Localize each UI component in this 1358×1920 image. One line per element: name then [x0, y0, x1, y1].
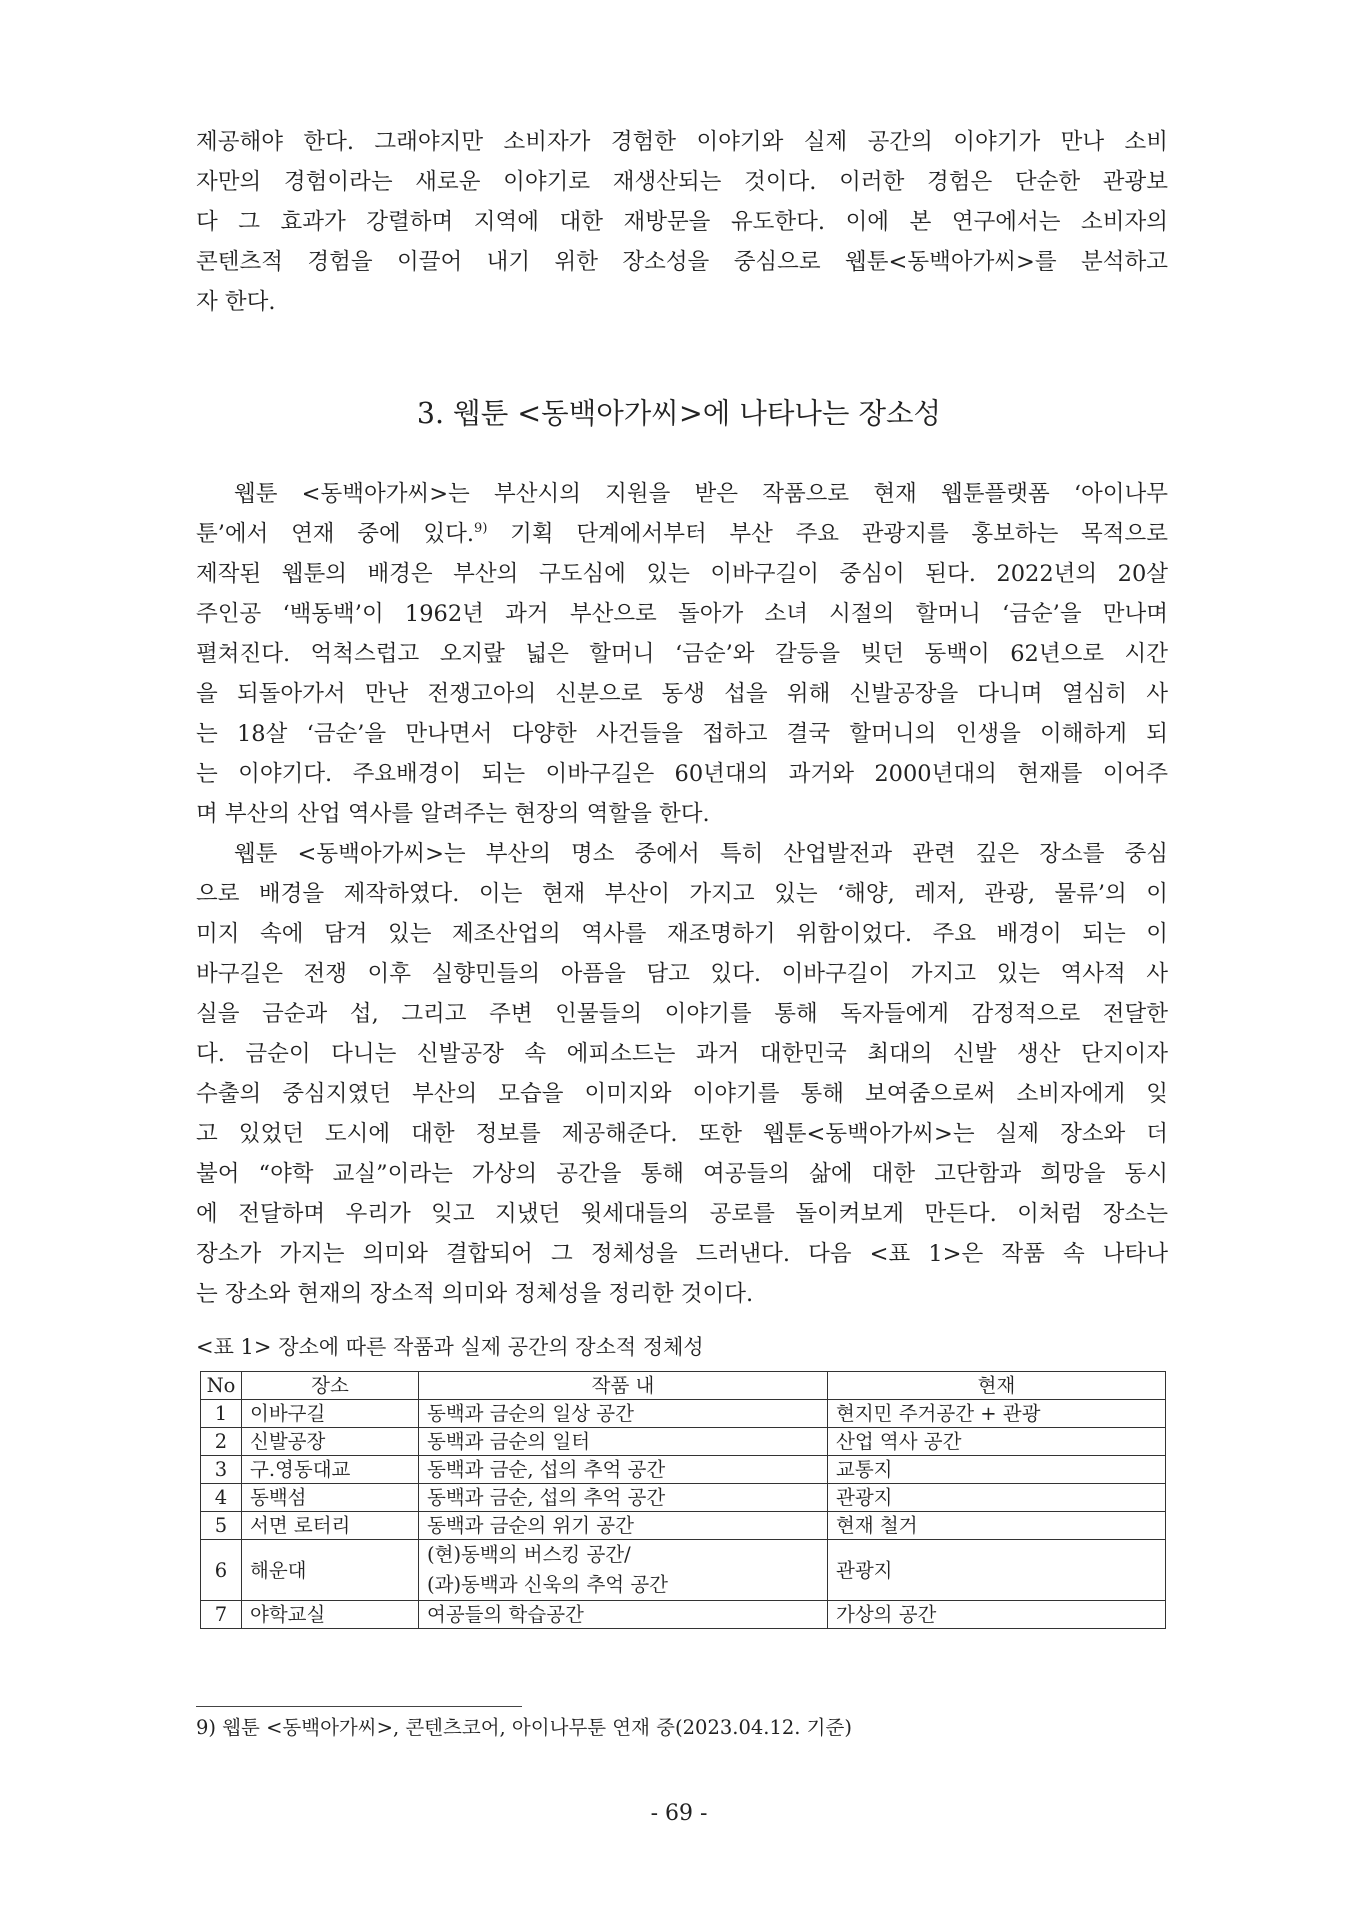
text-line: 에 전달하며 우리가 잊고 지냈던 윗세대들의 공로를 돌이켜보게 만든다. 이처럼 장소는 [196, 1201, 1168, 1227]
section-heading: 3. 웹툰 <동백아가씨>에 나타나는 장소성 [416, 397, 942, 430]
text-line: 다 그 효과가 강렬하며 지역에 대한 재방문을 유도한다. 이에 본 연구에서는 소비자의 [196, 209, 1168, 235]
text-line: 고 있었던 도시에 대한 정보를 제공해준다. 또한 웹툰<동백아가씨>는 실제 장소와 더 [196, 1121, 1168, 1147]
text-line: 제공해야 한다. 그래야지만 소비자가 경험한 이야기와 실제 공간의 이야기가 만나 소비 [196, 129, 1168, 155]
place-identity-table [200, 1371, 1166, 1629]
table-row [201, 1456, 1166, 1484]
cell-place: 야학교실 [242, 1601, 419, 1629]
header-no: No [201, 1372, 242, 1400]
table-header-row [201, 1372, 1166, 1400]
cell-current: 현재 철거 [828, 1512, 1166, 1540]
footnote-reference: 9) [474, 521, 488, 536]
cell-no: 5 [201, 1512, 242, 1540]
table-caption: <표 1> 장소에 따른 작품과 실제 공간의 장소적 정체성 [196, 1335, 704, 1359]
cell-current: 가상의 공간 [828, 1601, 1166, 1629]
cell-in-work: 동백과 금순의 일상 공간 [419, 1400, 828, 1428]
cell-current: 산업 역사 공간 [828, 1428, 1166, 1456]
cell-place: 이바구길 [242, 1400, 419, 1428]
cell-place: 동백섬 [242, 1484, 419, 1512]
body-paragraph-1 [196, 474, 1168, 834]
cell-current: 관광지 [828, 1484, 1166, 1512]
text-segment: 툰’에서 연재 중에 있다. [196, 521, 475, 547]
text-line: 는 이야기다. 주요배경이 되는 이바구길은 60년대의 과거와 2000년대의 현재를 이어주 [196, 761, 1168, 787]
cell-no: 3 [201, 1456, 242, 1484]
text-line: 자만의 경험이라는 새로운 이야기로 재생산되는 것이다. 이러한 경험은 단순한 관광보 [196, 169, 1168, 195]
cell-no: 4 [201, 1484, 242, 1512]
text-line: 며 부산의 산업 역사를 알려주는 현장의 역할을 한다. [196, 801, 710, 827]
text-line: 웹툰 <동백아가씨>는 부산시의 지원을 받은 작품으로 현재 웹툰플랫폼 ‘아이나무 [234, 481, 1168, 507]
text-line: 으로 배경을 제작하였다. 이는 현재 부산이 가지고 있는 ‘해양, 레저, 관광, 물류’의 이 [196, 881, 1168, 907]
cell-in-work: 동백과 금순의 위기 공간 [419, 1512, 828, 1540]
cell-current: 현지민 주거공간 + 관광 [828, 1400, 1166, 1428]
cell-place: 해운대 [242, 1540, 419, 1601]
cell-in-work: 동백과 금순의 일터 [419, 1428, 828, 1456]
text-line: 장소가 가지는 의미와 결합되어 그 정체성을 드러낸다. 다음 <표 1>은 작품 속 나타나 [196, 1241, 1168, 1267]
page-number: - 69 - [650, 1801, 708, 1826]
cell-in-work: 동백과 금순, 섭의 추억 공간 [419, 1456, 828, 1484]
header-current: 현재 [828, 1372, 1166, 1400]
cell-in-work: 동백과 금순, 섭의 추억 공간 [419, 1484, 828, 1512]
cell-no: 1 [201, 1400, 242, 1428]
table-row [201, 1428, 1166, 1456]
intro-paragraph [196, 122, 1168, 322]
cell-no: 7 [201, 1601, 242, 1629]
table-row [201, 1484, 1166, 1512]
cell-current: 관광지 [828, 1540, 1166, 1601]
cell-in-work: 여공들의 학습공간 [419, 1601, 828, 1629]
table-row [201, 1400, 1166, 1428]
text-line: 펼쳐진다. 억척스럽고 오지랖 넓은 할머니 ‘금순’와 갈등을 빚던 동백이 62년으로 시간 [196, 641, 1168, 667]
cell-place: 신발공장 [242, 1428, 419, 1456]
text-line: 실을 금순과 섭, 그리고 주변 인물들의 이야기를 통해 독자들에게 감정적으로 전달한 [196, 1001, 1168, 1027]
table-row [201, 1540, 1166, 1601]
text-line: 바구길은 전쟁 이후 실향민들의 아픔을 담고 있다. 이바구길이 가지고 있는 역사적 사 [196, 961, 1168, 987]
text-line: 불어 “야학 교실”이라는 가상의 공간을 통해 여공들의 삶에 대한 고단함과 희망을 동시 [196, 1161, 1168, 1187]
cell-current: 교통지 [828, 1456, 1166, 1484]
header-place: 장소 [242, 1372, 419, 1400]
table-row [201, 1512, 1166, 1540]
cell-place: 서면 로터리 [242, 1512, 419, 1540]
cell-no: 2 [201, 1428, 242, 1456]
text-segment: 기획 단계에서부터 부산 주요 관광지를 홍보하는 목적으로 [487, 521, 1168, 547]
header-in-work: 작품 내 [419, 1372, 828, 1400]
text-line: 을 되돌아가서 만난 전쟁고아의 신분으로 동생 섭을 위해 신발공장을 다니며 열심히 사 [196, 681, 1168, 707]
text-line: 는 장소와 현재의 장소적 의미와 정체성을 정리한 것이다. [196, 1281, 754, 1307]
text-line: 주인공 ‘백동백’이 1962년 과거 부산으로 돌아가 소녀 시절의 할머니 ‘금순’을 만나며 [196, 601, 1168, 627]
text-line [196, 514, 1168, 554]
text-line: 제작된 웹툰의 배경은 부산의 구도심에 있는 이바구길이 중심이 된다. 2022년의 20살 [196, 561, 1168, 587]
cell-line: (현)동백의 버스킹 공간/ [427, 1543, 631, 1566]
footnote: 9) 웹툰 <동백아가씨>, 콘텐츠코어, 아이나무툰 연재 중(2023.04.12. 기준) [196, 1716, 852, 1739]
text-line: 웹툰 <동백아가씨>는 부산의 명소 중에서 특히 산업발전과 관련 깊은 장소를 중심 [234, 841, 1168, 867]
cell-no: 6 [201, 1540, 242, 1601]
text-line: 미지 속에 담겨 있는 제조산업의 역사를 재조명하기 위함이었다. 주요 배경이 되는 이 [196, 921, 1168, 947]
cell-place: 구.영동대교 [242, 1456, 419, 1484]
text-line: 수출의 중심지였던 부산의 모습을 이미지와 이야기를 통해 보여줌으로써 소비자에게 잊 [196, 1081, 1168, 1107]
cell-in-work [419, 1540, 828, 1601]
text-line: 다. 금순이 다니는 신발공장 속 에피소드는 과거 대한민국 최대의 신발 생산 단지이자 [196, 1041, 1168, 1067]
text-line: 자 한다. [196, 289, 276, 315]
body-paragraph-2 [196, 834, 1168, 1314]
text-line: 콘텐츠적 경험을 이끌어 내기 위한 장소성을 중심으로 웹툰<동백아가씨>를 분석하고 [196, 249, 1168, 275]
cell-line: (과)동백과 신욱의 추억 공간 [427, 1573, 669, 1596]
table-row [201, 1601, 1166, 1629]
footnote-divider [196, 1706, 522, 1707]
text-line: 는 18살 ‘금순’을 만나면서 다양한 사건들을 접하고 결국 할머니의 인생을 이해하게 되 [196, 721, 1168, 747]
